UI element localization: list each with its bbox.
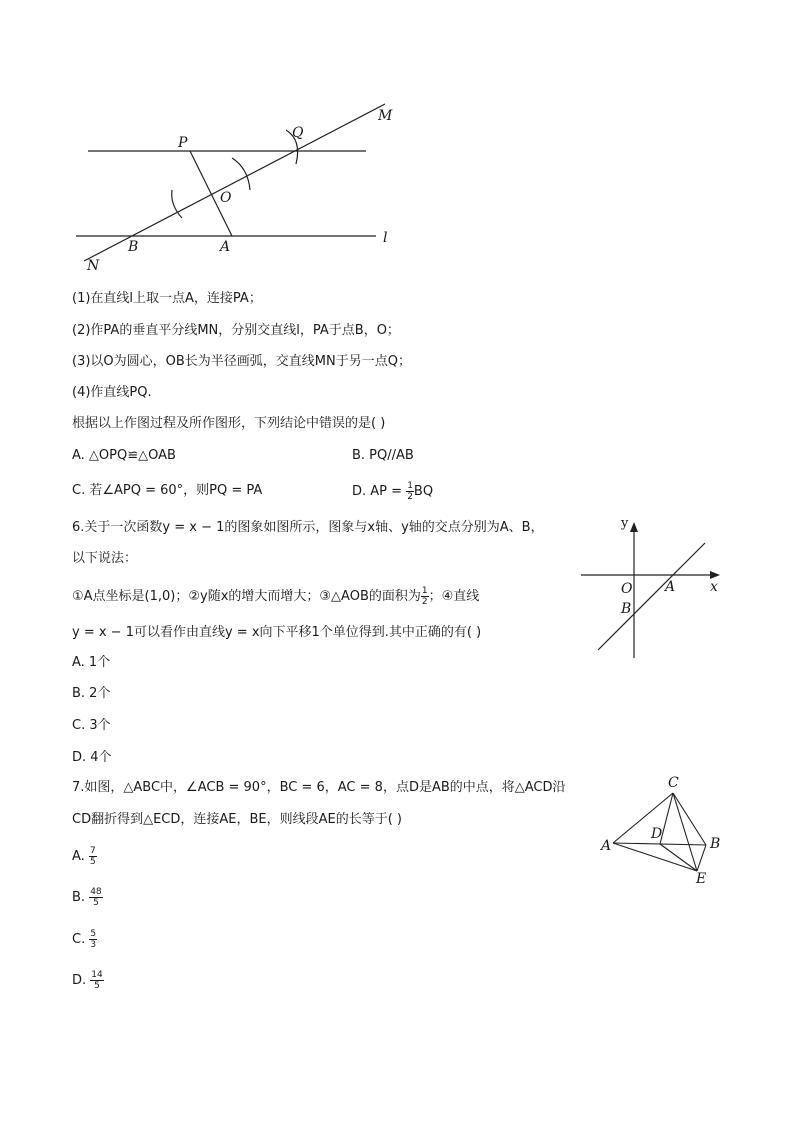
fraction-denominator: 2 (421, 597, 428, 607)
q5-option-c: C. 若∠APQ = 60°，则PQ = PA (72, 483, 263, 498)
q7-line-1: 7.如图，△ABC中，∠ACB = 90°，BC = 6，AC = 8，点D是AB的中点，将△ACD沿 (72, 780, 566, 795)
fraction-denominator: 5 (89, 857, 96, 867)
q5-stem: 根据以上作图过程及所作图形，下列结论中错误的是( ) (72, 416, 386, 431)
fig-label-d: D (651, 826, 663, 842)
q6-line-2: 以下说法： (72, 551, 138, 566)
q5-option-d-prefix: D. AP = (352, 484, 403, 499)
q5-option-d-suffix: BQ (413, 484, 434, 499)
fraction-denominator: 2 (407, 492, 413, 502)
q5-step-4: (4)作直线PQ. (72, 385, 152, 400)
segment-ac (613, 793, 673, 843)
segment-ce (673, 793, 697, 871)
graph-label-o: O (621, 581, 633, 597)
option-letter: D. (72, 973, 87, 988)
q6-option-a: A. 1个 (72, 655, 111, 670)
option-letter: A. (72, 849, 85, 864)
fraction-numerator: 1 (407, 481, 413, 491)
fraction-numerator: 1 (421, 586, 428, 596)
q5-option-b: B. PQ//AB (352, 448, 414, 463)
label-m: M (378, 108, 393, 124)
fig-label-a: A (601, 838, 612, 854)
graph-label-y: y (621, 516, 629, 531)
q6-option-b: B. 2个 (72, 686, 111, 701)
graph-label-a: A (665, 579, 676, 595)
fraction-numerator: 14 (91, 970, 103, 980)
segment-ae (613, 843, 697, 871)
option-letter: B. (72, 890, 86, 905)
q7-line-2: CD翻折得到△ECD，连接AE，BE，则线段AE的长等于( ) (72, 812, 403, 827)
fraction-denominator: 3 (90, 940, 97, 950)
label-b: B (128, 239, 139, 255)
label-p: P (178, 135, 188, 151)
graph-label-x: x (710, 579, 718, 595)
q6-option-c: C. 3个 (72, 718, 111, 733)
fraction-numerator: 5 (90, 929, 97, 939)
fraction-numerator: 7 (89, 846, 96, 856)
q5-option-a: A. △OPQ≌△OAB (72, 448, 176, 463)
fraction-denominator: 5 (94, 981, 100, 991)
label-l: l (383, 230, 388, 246)
fig-label-e: E (696, 871, 707, 887)
segment-de (660, 844, 697, 871)
label-o: O (220, 190, 232, 206)
q6-line-1: 6.关于一次函数y = x − 1的图象如图所示，图象与x轴、y轴的交点分别为A、B， (72, 520, 544, 535)
q5-step-3: (3)以O为圆心，OB长为半径画弧，交直线MN于另一点Q； (72, 354, 411, 369)
segment-ab (613, 843, 706, 845)
segment-cb (673, 793, 706, 845)
q6-line-4: y = x − 1可以看作由直线y = x向下平移1个单位得到.其中正确的有( ) (72, 625, 482, 640)
q5-step-1: (1)在直线l上取一点A，连接PA； (72, 291, 262, 306)
q5-step-2: (2)作PA的垂直平分线MN，分别交直线l，PA于点B，O； (72, 323, 400, 338)
fig-label-b: B (710, 836, 721, 852)
q6-line-3-suffix: ；④直线 (428, 589, 480, 604)
fig-label-c: C (668, 775, 679, 791)
option-letter: C. (72, 932, 86, 947)
fraction-numerator: 48 (90, 887, 102, 897)
label-n: N (87, 258, 100, 274)
label-a: A (220, 239, 231, 255)
graph-label-b: B (621, 601, 632, 617)
q6-line-3-prefix: ①A点坐标是(1,0)；②y随x的增大而增大；③△AOB的面积为 (72, 589, 421, 604)
segment-be (697, 845, 706, 871)
q6-option-d: D. 4个 (72, 750, 112, 765)
fraction-denominator: 5 (93, 898, 99, 908)
label-q: Q (292, 125, 304, 141)
